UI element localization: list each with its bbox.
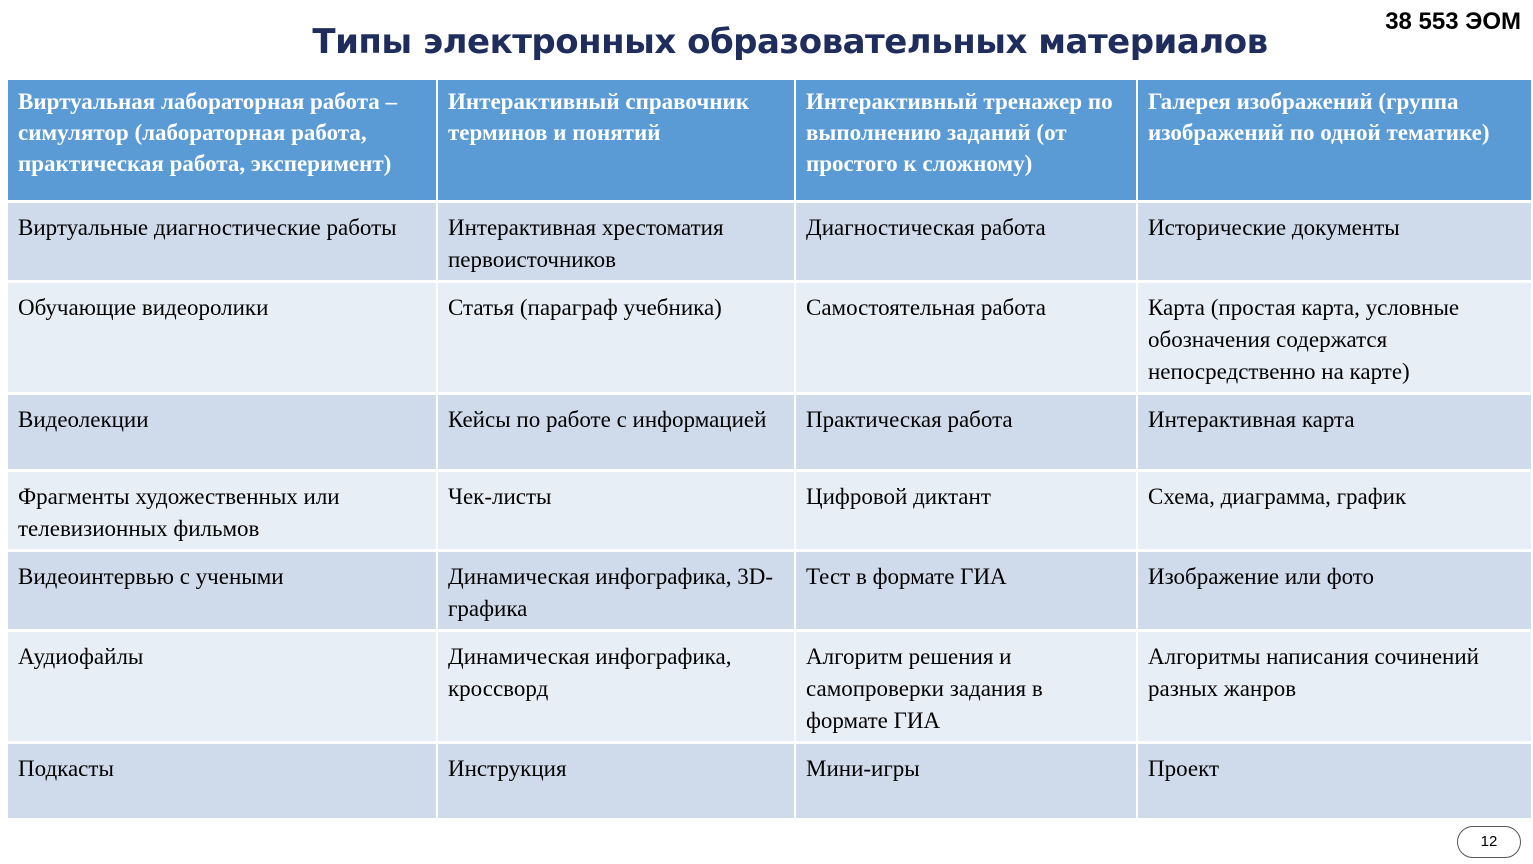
table-cell: Тест в формате ГИА [795,550,1137,630]
header-gallery: Галерея изображений (группа изображений по одной тематике) [1137,80,1531,201]
materials-table [8,80,1531,818]
table-cell: Фрагменты художественных или телевизионных фильмов [8,470,437,550]
table-header-row [8,80,1531,201]
table-cell: Алгоритмы написания сочинений разных жанров [1137,630,1531,742]
table-cell: Видеолекции [8,393,437,470]
page-number-badge: 12 [1457,826,1521,858]
table-cell: Интерактивная карта [1137,393,1531,470]
table-row [8,201,1531,281]
table-cell: Практическая работа [795,393,1137,470]
table-row [8,630,1531,742]
table-row [8,281,1531,393]
table-cell: Кейсы по работе с информацией [437,393,795,470]
table-cell: Обучающие видеоролики [8,281,437,393]
table-cell: Статья (параграф учебника) [437,281,795,393]
table-cell: Аудиофайлы [8,630,437,742]
table-cell: Самостоятельная работа [795,281,1137,393]
table-row [8,470,1531,550]
table-cell: Алгоритм решения и самопроверки задания в формате ГИА [795,630,1137,742]
materials-count-label: 38 553 ЭОМ [1385,8,1521,35]
table-cell: Виртуальные диагностические работы [8,201,437,281]
table-cell: Мини-игры [795,742,1137,818]
table-cell: Чек-листы [437,470,795,550]
header-glossary: Интерактивный справочник терминов и понятий [437,80,795,201]
table-cell: Динамическая инфографика, 3D-графика [437,550,795,630]
table-cell: Цифровой диктант [795,470,1137,550]
header-trainer: Интерактивный тренажер по выполнению заданий (от простого к сложному) [795,80,1137,201]
header-virtual-lab: Виртуальная лабораторная работа – симулятор (лабораторная работа, практическая работа, эксперимент) [8,80,437,201]
table-row [8,550,1531,630]
table-cell: Динамическая инфографика, кроссворд [437,630,795,742]
table-cell: Диагностическая работа [795,201,1137,281]
table-row [8,742,1531,818]
table-cell: Проект [1137,742,1531,818]
table-cell: Интерактивная хрестоматия первоисточников [437,201,795,281]
table-cell: Карта (простая карта, условные обозначения содержатся непосредственно на карте) [1137,281,1531,393]
table-cell: Исторические документы [1137,201,1531,281]
slide-title: Типы электронных образовательных материалов [312,22,1268,62]
table-cell: Схема, диаграмма, график [1137,470,1531,550]
table-cell: Инструкция [437,742,795,818]
table-cell: Изображение или фото [1137,550,1531,630]
table-cell: Подкасты [8,742,437,818]
table-row [8,393,1531,470]
table-cell: Видеоинтервью с учеными [8,550,437,630]
